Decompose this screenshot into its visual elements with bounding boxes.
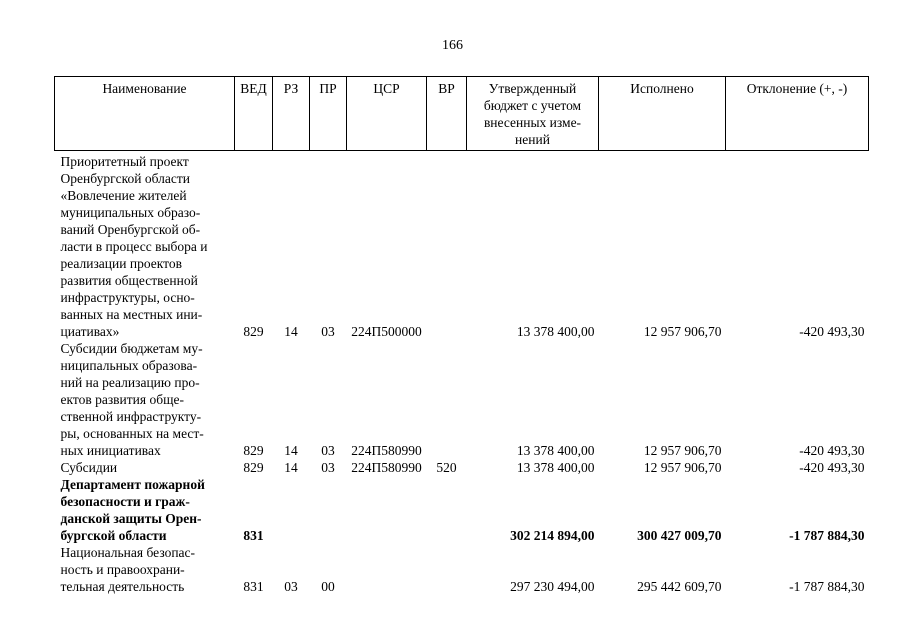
row-ved: 831: [243, 579, 264, 594]
row-pr: 00: [321, 579, 335, 594]
row-pr: 03: [321, 443, 335, 458]
row-name: Национальная безопас- ность и правоохрани- тельная деятельность: [60, 545, 196, 594]
row-approved: 13 378 400,00: [516, 460, 595, 475]
header-executed: Исполнено: [599, 77, 726, 151]
row-csr: [347, 544, 427, 595]
row-csr: 224П580990: [351, 460, 422, 475]
header-deviation: Отклонение (+, -): [726, 77, 869, 151]
table-row: [55, 544, 869, 595]
row-ved: 829: [243, 443, 264, 458]
row-vr: [427, 340, 467, 459]
row-approved: 302 214 894,00: [510, 528, 595, 543]
row-name: Субсидии бюджетам му- ниципальных образова- ний на реализацию про- ектов развития обще- ственной инфраструкту- ры, основанных на мест- ных инициативах: [60, 341, 204, 458]
row-csr: [347, 476, 427, 544]
row-approved: 13 378 400,00: [516, 443, 595, 458]
row-ved: 829: [243, 460, 264, 475]
row-vr: 520: [436, 460, 457, 475]
row-approved: 13 378 400,00: [516, 324, 595, 339]
row-csr: 224П580990: [351, 443, 422, 458]
row-csr: 224П500000: [351, 324, 422, 339]
row-deviation: -1 787 884,30: [789, 528, 865, 543]
header-ved: ВЕД: [235, 77, 273, 151]
row-executed: 12 957 906,70: [643, 324, 722, 339]
row-deviation: -1 787 884,30: [789, 579, 865, 594]
header-pr: ПР: [310, 77, 347, 151]
header-row: [55, 77, 869, 151]
row-vr: [427, 544, 467, 595]
row-vr: [427, 151, 467, 341]
row-executed: 12 957 906,70: [643, 443, 722, 458]
row-pr: [310, 476, 347, 544]
row-deviation: -420 493,30: [799, 324, 865, 339]
row-rz: 03: [284, 579, 298, 594]
header-name: Наименование: [55, 77, 235, 151]
row-name: Департамент пожарной безопасности и граж- данской защиты Орен- бургской области: [60, 477, 205, 543]
row-deviation: -420 493,30: [799, 460, 865, 475]
header-rz: РЗ: [273, 77, 310, 151]
row-vr: [427, 476, 467, 544]
row-pr: 03: [321, 460, 335, 475]
row-deviation: -420 493,30: [799, 443, 865, 458]
header-csr: ЦСР: [347, 77, 427, 151]
row-executed: 12 957 906,70: [643, 460, 722, 475]
row-rz: 14: [284, 460, 298, 475]
row-approved: 297 230 494,00: [510, 579, 595, 594]
row-rz: 14: [284, 443, 298, 458]
table-row: [55, 459, 869, 476]
row-name: Приоритетный проект Оренбургской области «Вовлечение жителей муниципальных образо- ваний Оренбургской об- ласти в процесс выбора и реализации проектов развития общественной инфраструктуры, осно- ванных на местных ини- циативах»: [60, 154, 208, 339]
table-row: [55, 340, 869, 459]
row-ved: 829: [243, 324, 264, 339]
budget-execution-table: [54, 76, 869, 595]
row-ved: 831: [243, 528, 264, 543]
row-rz: [273, 476, 310, 544]
row-name: Субсидии: [60, 460, 118, 475]
table-row: [55, 476, 869, 544]
page-number: 166: [442, 38, 463, 53]
header-vr: ВР: [427, 77, 467, 151]
row-rz: 14: [284, 324, 298, 339]
header-approved: Утвержденный бюджет с учетом внесенных изме-нений: [467, 77, 599, 151]
row-executed: 295 442 609,70: [637, 579, 722, 594]
table-row: [55, 151, 869, 341]
row-pr: 03: [321, 324, 335, 339]
row-executed: 300 427 009,70: [637, 528, 722, 543]
